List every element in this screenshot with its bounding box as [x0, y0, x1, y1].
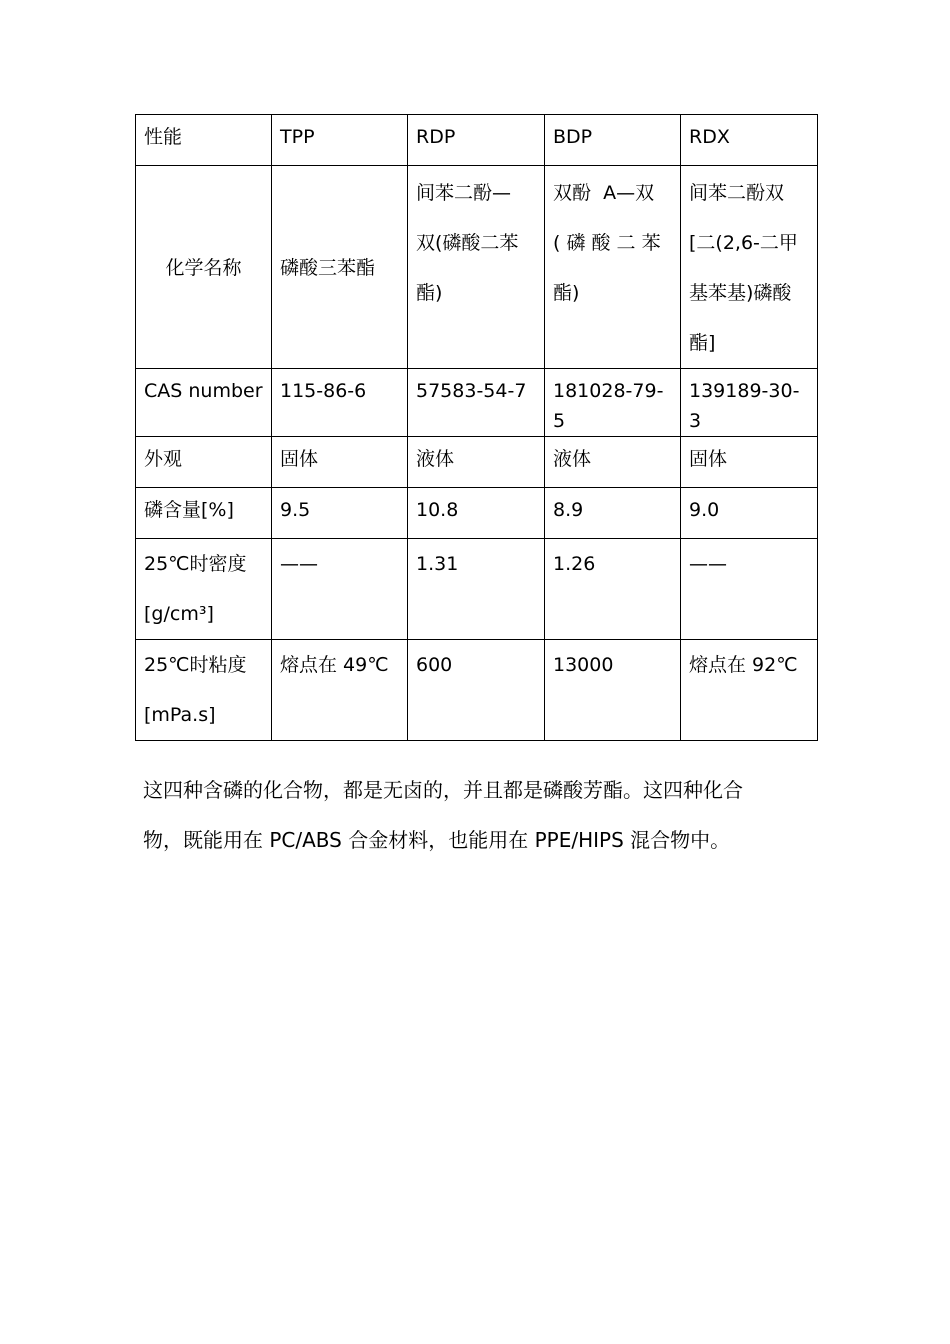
cas-rdx: 139189-30-3: [681, 369, 818, 437]
density-rdx: ——: [681, 539, 818, 640]
appearance-bdp: 液体: [545, 437, 681, 488]
density-tpp: ——: [272, 539, 408, 640]
phosphorus-bdp: 8.9: [545, 488, 681, 539]
chemical-name-rdx-line: 基苯基)磷酸: [689, 282, 792, 304]
viscosity-tpp: 熔点在 49℃: [272, 640, 408, 741]
appearance-tpp: 固体: [272, 437, 408, 488]
appearance-rdx: 固体: [681, 437, 818, 488]
properties-table: [135, 114, 818, 741]
appearance-label: 外观: [136, 437, 272, 488]
density-label: [136, 539, 272, 640]
table-row-density: [136, 539, 818, 640]
chemical-name-rdx-line: [二(2,6-二甲: [689, 232, 798, 254]
viscosity-label-unit: [mPa.s]: [144, 704, 216, 726]
viscosity-label-line: 25℃时粘度: [144, 654, 247, 676]
table-row-viscosity: [136, 640, 818, 741]
chemical-name-bdp: [545, 166, 681, 369]
chemical-name-label: 化学名称: [136, 166, 272, 369]
chemical-name-rdp-line: 双(磷酸二苯: [416, 232, 519, 254]
phosphorus-rdp: 10.8: [408, 488, 545, 539]
density-bdp: 1.26: [545, 539, 681, 640]
chemical-name-bdp-line: 酯): [553, 282, 580, 304]
density-label-unit: [g/cm³]: [144, 603, 214, 625]
chemical-name-bdp-line: 双酚 A—双: [553, 182, 655, 204]
phosphorus-tpp: 9.5: [272, 488, 408, 539]
header-cell-property: 性能: [136, 115, 272, 166]
chemical-name-tpp-line: 磷酸三苯酯: [280, 257, 376, 279]
phosphorus-rdx: 9.0: [681, 488, 818, 539]
density-rdp: 1.31: [408, 539, 545, 640]
phosphorus-label: 磷含量[%]: [136, 488, 272, 539]
chemical-name-rdp-line: 酯): [416, 282, 443, 304]
chemical-name-rdx-line: 间苯二酚双: [689, 182, 785, 204]
header-cell-rdp: RDP: [408, 115, 545, 166]
header-cell-bdp: BDP: [545, 115, 681, 166]
header-cell-tpp: TPP: [272, 115, 408, 166]
paragraph-line: 这四种含磷的化合物，都是无卤的，并且都是磷酸芳酯。这四种化合: [143, 778, 743, 802]
table-row-chemical-name: [136, 166, 818, 369]
paragraph-line: 物，既能用在 PC/ABS 合金材料，也能用在 PPE/HIPS 混合物中。: [143, 828, 731, 852]
cas-tpp: 115-86-6: [272, 369, 408, 437]
cas-bdp: 181028-79-5: [545, 369, 681, 437]
chemical-name-bdp-line: ( 磷 酸 二 苯: [553, 232, 661, 254]
viscosity-rdx: 熔点在 92℃: [681, 640, 818, 741]
viscosity-rdp: 600: [408, 640, 545, 741]
chemical-name-rdp: [408, 166, 545, 369]
chemical-name-rdp-line: 间苯二酚—: [416, 182, 512, 204]
viscosity-bdp: 13000: [545, 640, 681, 741]
table-header-row: [136, 115, 818, 166]
density-label-line: 25℃时密度: [144, 553, 247, 575]
cas-rdp: 57583-54-7: [408, 369, 545, 437]
cas-label: CAS number: [136, 369, 272, 437]
chemical-name-rdx-line: 酯]: [689, 332, 716, 354]
table-row-phosphorus: [136, 488, 818, 539]
viscosity-label: [136, 640, 272, 741]
appearance-rdp: 液体: [408, 437, 545, 488]
chemical-name-tpp: [272, 166, 408, 369]
body-paragraph: [143, 765, 823, 865]
header-cell-rdx: RDX: [681, 115, 818, 166]
table-row-appearance: [136, 437, 818, 488]
chemical-name-rdx: [681, 166, 818, 369]
table-row-cas: [136, 369, 818, 437]
